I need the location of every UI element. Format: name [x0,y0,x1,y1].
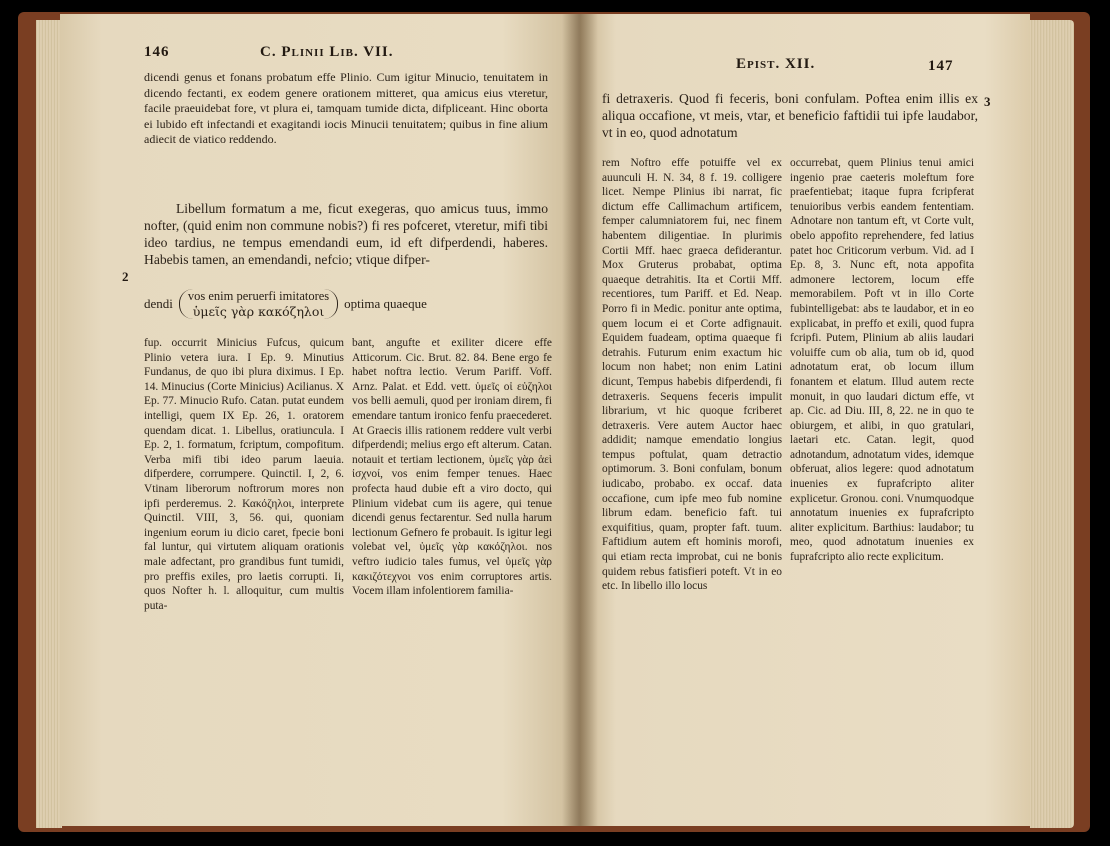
right-commentary-column-2-text: occurrebat, quem Plinius tenui amici ingenio prae caeteris moleftum fore praefentiebat; itaque fupra fcripferat tenuioribus verbis eandem fententiam. Adnotare non tantum eft, vt Corte vult, obelo appofito reprehendere, fed latius patet hoc Criticorum verbum. Vid. ad I Ep. 8, 3. Nunc eft, nota appofita admonere lectorem, locum effe memorabilem. Poft vt in illo Corte fubintelligebat: abs te laudabor, et in eo explicabat, in preffo et exili, quod fupra fcripfi. Putem, Plinium ab aliis laudari voluiffe cum ob alia, tum ob id, quod adnotatum erat, ob locum illum fonantem et elatum. Illud autem recte monuit, in quo laudari dictum effe, vt ap. Cic. ad Diu. III, 8, 22. ne in quo te obiurgem, et alibi, in quo gratulari, laetari etc. Catan. legit, quod adnotandum, adnotatum vides, idemque obferuat, alios legere: quod adnotatum inuenies ex fuprafcripto aliter explicetur. Gronou. coni. Vnumquodque annotatum inuenies ex fuprafcripto aliter explicitum. Barthius: laudabor; tu meo, quod adnotatum inuenies ex fuprafcripto alio recte explicitum. [790,157,974,564]
right-page [580,14,1030,826]
introductory-note [144,70,548,148]
greek-suffix: optima quaeque [344,296,427,311]
right-commentary-column-1 [602,156,782,594]
left-commentary-column-2 [352,336,552,599]
greek-phrase: ὑμεῖς γὰρ κακόζηλοι [192,304,325,319]
letter-text-continued-body: fi detraxeris. Quod fi feceris, boni confulam. Poftea enim illis ex aliqua occafione, vt meis, vtar, et beneficio faftidii tui ipfe laudabor, vt in eo, quod adnotatum [602,91,978,140]
greek-quotation-line [144,289,548,319]
left-page-number: 146 [144,44,170,60]
section-number-2: 2 [122,269,129,284]
greek-latin-gloss: vos enim peruerfi imitatores [187,289,330,303]
open-book [22,14,1088,830]
left-page-edges [36,20,62,828]
introductory-note-text: dicendi genus et fonans probatum effe Plinio. Cum igitur Minucio, tenuitatem in dicendo fectanti, ex eodem genere orationem mitteret, qua amicus eius vteretur, facile praeuidebat fore, vt plura ei, tamquam tumide dicta, difpliceant. Hinc oborta ei lubido eft infectandi et exagitandi iocis Minucii tenuitatem; quibus in fine alium adiecit de viatico reddendo. [144,70,548,146]
section-number-3: 3 [984,94,991,109]
right-page-edges [1030,20,1074,828]
right-commentary-column-2 [790,156,974,565]
letter-text [144,200,548,268]
greek-prefix: dendi [144,296,173,311]
right-running-head: Epist. XII. [736,56,816,72]
left-commentary-column-1-text: fup. occurrit Minicius Fufcus, quicum Plinio vetera iura. I Ep. 9. Minutius Fundanus, de quo ibi plura diximus. I Ep. 14. Minucius (Corte Minicius) Acilianus. X Ep. 77. Minucio Rufo. Catan. putat eundem intelligi, quem IX Ep. 26, 1. oratorem quendam dicat. 1. Libellus, oratiuncula. I Ep. 2, 1. formatum, fcriptum, compofitum. Verba mifi tibi ideo parum laeuia. difperdere, corrumpere. Quinctil. I, 2, 6. Vtinam liberorum noftrorum mores non ipfi perderemus. 2. Κακόζηλοι, interprete Quinctil. VIII, 3, 56. qui, quoniam ingenium eorum iu dicio caret, fpecie boni fal luntur, qui virtutem aliquam orationis male adfectant, pro grandibus funt tumidi, pro preffis exiles, pro laetis corrupti. Ii, quos Nofter h. l. alloquitur, cum multis puta- [144,337,344,612]
book-gutter [562,14,598,826]
greek-brace [179,289,338,319]
right-page-number: 147 [928,58,954,74]
right-commentary-column-1-text: rem Noftro effe potuiffe vel ex auunculi H. N. 34, 8 f. 19. colligere licet. Nempe Plinius ibi narrat, fic dictum effe Callimachum artificem, femper calumniatorem fui, nec finem habentem diligentiae. In plurimis Cortii Mff. haec graeca defiderantur. Mox Gruterus probabat, optima quaeque detrahitis. Ita et Cortii Mff. recentiores, tum Pariff. et Ed. Neap. Porro fi in Medic. ponitur ante optima, quem locum ei et Corte adfignauit. Equidem fuadeam, optima quaeque fi detrahis. Futurum enim exactum hic locum non habet; non enim Latini dicunt, Tempus habebis difperdendi, fi detraxeris. Sequens feceris impulit librarium, vt hic quoque fcriberet detraxeris. Vere autem Auctor haec addidit; namque emendatio longius tempus poftulat, quam detractio optimorum. 3. Boni confulam, bonum iudicabo, probabo. ex occaf. data occafione, cum ipfe meo fub nomine librum edam. beneficio faft. tui exquifitius, quam, propter faft. tuum. Faftidium autem eft hominis morofi, qui etiam recta improbat, cui ne bonis quidem rebus fatisfieri poteft. Vt in eo etc. In libello illo locus [602,157,782,593]
letter-text-continued [602,90,978,141]
letter-text-body: Libellum formatum a me, ficut exegeras, quo amicus tuus, immo nofter, (quid enim non commune nobis?) fi res pofceret, vteretur, mifi tibi ideo tardius, ne tempus emendandi eum, id eft difperdendi, haberes. Habebis tamen, an emendandi, nefcio; vtique difper- [144,201,548,267]
left-commentary-column-2-text: bant, angufte et exiliter dicere effe Atticorum. Cic. Brut. 82. 84. Bene ergo fe habet noftra lectio. Verum Pariff. Voff. Arnz. Palat. et Edd. vett. ὑμεῖς οἱ εὐζηλοι vos belli aemuli, quod per ironiam direm, fi emendare tantum ironico fenfu praecederet. At Graecis illis rationem reddere vult verbi difperdendi; melius ergo eft alterum. Catan. notauit et tertiam lectionem, ὑμεῖς γὰρ ἀεὶ ἰσχνοί, vos enim femper tenues. Haec profecta haud dubie eft a viro docto, qui Plinium videbat cum iis agere, qui tenue dicendi genus fectarentur. Sed nulla harum lectionum Gefnero fe probauit. Is igitur legi volebat vel, ὑμεῖς γὰρ κακόζηλοι. nos veftro iudicio tales fumus, vel ὑμεῖς γὰρ κακιζότεχνοι vos enim corruptores artis. Vocem illam infolentiorem familia- [352,337,552,598]
left-commentary-column-1 [144,336,344,613]
left-running-head: C. Plinii Lib. VII. [260,44,394,60]
left-page [60,14,580,826]
